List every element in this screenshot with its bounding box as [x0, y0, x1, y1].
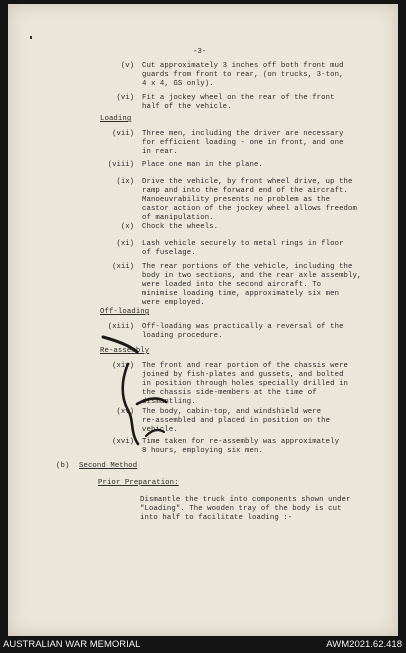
item-text-line: were loaded into the second aircraft. To [142, 281, 322, 289]
item-text-line: were employed. [142, 299, 205, 307]
prior-preparation-line-2: "Loading". The wooden tray of the body is cut [140, 505, 342, 513]
item-text-line: Chock the wheels. [142, 223, 219, 231]
item-text-line: joined by fish-plates and gussets, and bolted [142, 371, 344, 379]
item-text-line: castor action of the jockey wheel allows freedom [142, 205, 357, 213]
prior-preparation-line-1: Dismantle the truck into components shown under [140, 496, 351, 504]
item-text-line: re-assembled and placed in position on the [142, 417, 331, 425]
item-text-line: Time taken for re-assembly was approximately [142, 438, 340, 446]
item-text-line: for efficient loading - one in front, and one [142, 139, 344, 147]
item-text-line: Drive the vehicle, by front wheel drive, up the [142, 178, 353, 186]
item-text-line: minimise loading time, approximately six men [142, 290, 340, 298]
item-text-line: Lash vehicle securely to metal rings in floor [142, 240, 344, 248]
item-text-line: the chassis side-members at the time of [142, 389, 317, 397]
item-number: (ix) [116, 178, 134, 186]
item-text-line: in rear. [142, 148, 178, 156]
item-text-line: in position through holes specially drilled in [142, 380, 349, 388]
item-text-line: vehicle. [142, 426, 178, 434]
item-text-line: of fuselage. [142, 249, 196, 257]
prior-preparation-line-3: into half to facilitate loading :- [140, 514, 293, 522]
item-number: (xvi) [112, 438, 134, 446]
item-text-line: 8 hours, employing six men. [142, 447, 263, 455]
item-text-line: of manipulation. [142, 214, 214, 222]
item-number: (xii) [112, 263, 134, 271]
item-text-line: ramp and into the forward end of the aircraft. [142, 187, 349, 195]
item-text-line: body in two sections, and the rear axle assembly, [142, 272, 362, 280]
archive-footer [0, 636, 406, 653]
item-number: (v) [120, 62, 134, 70]
item-text-line: dismantling. [142, 398, 196, 406]
item-number: (x) [120, 223, 134, 231]
item-text-line: Three men, including the driver are necessary [142, 130, 344, 138]
item-number: (xiii) [107, 323, 134, 331]
page-number: -3- [193, 48, 207, 56]
item-text-line: Cut approximately 3 inches off both front mud [142, 62, 344, 70]
section-b-title: Second Method [79, 462, 138, 470]
item-number: (vi) [116, 94, 134, 102]
item-number: (xiv) [112, 362, 134, 370]
prior-preparation-heading: Prior Preparation: [98, 479, 179, 487]
item-number: (viii) [107, 161, 134, 169]
section-heading-loading: Loading [100, 115, 132, 123]
item-text-line: Place one man in the plane. [142, 161, 263, 169]
item-text-line: Manoeuvrability presents no problem as the [142, 196, 331, 204]
item-number: (xi) [116, 240, 134, 248]
section-b-label: (b) [56, 462, 70, 470]
item-text-line: 4 x 4, GS only). [142, 80, 214, 88]
item-text-line: half of the vehicle. [142, 103, 232, 111]
footer-accession-number: AWM2021.62.418 [326, 639, 402, 650]
item-text-line: Off-loading was practically a reversal of the [142, 323, 344, 331]
item-text-line: guards from front to rear, (on trucks, 3-ton, [142, 71, 344, 79]
item-text-line: loading procedure. [142, 332, 223, 340]
item-text-line: The body, cabin-top, and windshield were [142, 408, 322, 416]
section-heading-off-loading: Off-loading [100, 308, 150, 316]
footer-institution: AUSTRALIAN WAR MEMORIAL [3, 639, 141, 650]
item-text-line: The rear portions of the vehicle, including the [142, 263, 353, 271]
section-heading-re-assembly: Re-assembly [100, 347, 150, 355]
item-number: (vii) [112, 130, 134, 138]
item-number: (xv) [116, 408, 134, 416]
item-text-line: The front and rear portion of the chassis were [142, 362, 349, 370]
item-text-line: Fit a jockey wheel on the rear of the front [142, 94, 335, 102]
